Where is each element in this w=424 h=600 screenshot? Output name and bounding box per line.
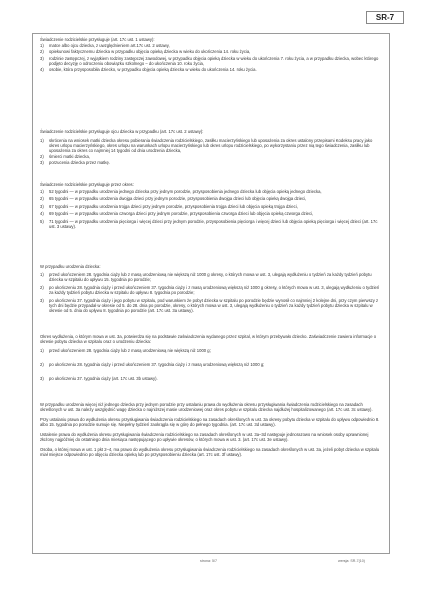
list-item: 1) przed ukończeniem 28. tygodnia ciąży lub z masą urodzeniową nie większą niż 1000 g; — [40, 348, 211, 353]
section-intro: Świadczenie rodzicielskie przysługuje ojcu dziecka w przypadku (art. 17c ust. 2 ustawy): — [40, 129, 204, 134]
list-item: 1) skrócenia na wniosek matki dziecka okresu pobierania świadczenia rodzicielskiego, zasiłku macierzyńskiego lub uposażenia za okres ustalony przepisami Kodeksu pracy jako okres urlopu macierzyńskiego, okres urlopu na warunkach urlopu macierzyńskiego lub okres urlopu rodzicielskiego, po wykorzystaniu przez nią tego świadczenia, zasiłku lub uposażenia za okres co najmniej 14 tygodni od dnia urodzenia dziecka, — [40, 138, 373, 153]
list-item: 2) po ukończeniu 28. tygodnia ciąży i przed ukończeniem 37. tygodnia ciąży i z masą urodzeniową większą niż 1000 g; — [40, 362, 265, 367]
section-eligibility — [40, 37, 382, 73]
paragraph: W przypadku urodzenia więcej niż jednego dziecka przy jednym porodzie przy ustalaniu prawa do wydłużenia okresu przysługiwania świadczenia rodzicielskiego na zasadach określonych w ust. 3a należy uwzględnić wagę dziecka o najniższej masie urodzeniowej oraz okres pobytu w szpitalu dziecka najdłużej hospitalizowanego (art. 17c ust. 3c ustawy). — [40, 402, 373, 412]
list-item: 3) po ukończeniu 37. tygodnia ciąży (art. 17c ust. 3b ustawy). — [40, 376, 158, 381]
section-closing — [40, 402, 382, 462]
list-item: 1) matce albo ojcu dziecka, z uwzględnieniem art.17c ust. 2 ustawy, — [40, 43, 170, 49]
list-item: 2) po ukończeniu 28. tygodnia ciąży i przed ukończeniem 37. tygodnia ciąży i z masą urodzeniową większą niż 1000 g okresy, o których mowa w ust. 3, ulegają wydłużeniu o tydzień za każdy tydzień pobytu dziecka w szpitalu do upływu 8. tygodnia po porodzie; — [40, 285, 380, 295]
list-item: 3) po ukończeniu 37. tygodnia ciąży i jego pobytu w szpitalu, pod warunkiem że pobyt dziecka w szpitalu po porodzie będzie wynosił co najmniej 2 kolejne dni, przy czym pierwszy z tych dni będzie przypadał w okresie od 5. do 28. dnia po porodzie, okresy, o których mowa w ust. 3, ulegają wydłużeniu o tydzień za każdy tydzień pobytu dziecka w szpitalu w okresie od 5. dnia do upływu 8. tygodnia po porodzie (art. 17c ust. 3a ustawy). — [40, 298, 379, 313]
list-item: 3) 67 tygodni — w przypadku urodzenia trojga dzieci przy jednym porodzie, przysposobienia trojga dzieci lub objęcia opieką trojga dzieci, — [40, 203, 298, 209]
paragraph: Osoba, o której mowa w ust. 1 pkt 2–4, ma prawo do wydłużenia okresu przysługiwania świadczenia rodzicielskiego na zasadach określonych w ust. 3a, jeżeli pobyt dziecka w szpitalu miał miejsce odpowiednio po objęciu dziecka opieką lub po przysposobieniu dziecka (art. 17c ust. 3f ustawy). — [40, 447, 380, 457]
section-benefit-period — [40, 182, 382, 231]
paragraph: Przy ustalaniu prawa do wydłużenia okresu przysługiwania świadczenia rodzicielskiego na zasadach określonych w ust. 3a okresy pobytu dziecka w szpitalu do upływu odpowiednio 8. albo 15. tygodnia po porodzie sumuje się. Niepełny tydzień zaokrągla się w górę do pełnego tygodnia. (art. 17c ust. 3d ustawy). — [40, 417, 380, 427]
content-frame — [32, 33, 390, 554]
list-item: 1) przed ukończeniem 28. tygodnia ciąży lub z masą urodzeniową nie większą niż 1000 g okresy, o których mowa w ust. 3, ulegają wydłużeniu o tydzień za każdy tydzień pobytu dziecka w szpitalu do upływu 15. tygodnia po porodzie; — [40, 272, 372, 282]
list-item: 2) śmierci matki dziecka, — [40, 154, 90, 160]
section-father-eligibility — [40, 129, 382, 167]
list-item: 3) rodzinie zastępczej, z wyjątkiem rodziny zastępczej zawodowej, w przypadku objęcia opieką dziecka w wieku do ukończenia 7. roku życia, a w przypadku dziecka, wobec którego podjęto decyzję o odroczeniu obowiązku szkolnego – do ukończenia 10. roku życia, — [40, 55, 379, 66]
list-item: 4) 69 tygodni — w przypadku urodzenia czworga dzieci przy jednym porodzie, przysposobienia czworga dzieci lub objęcia opieką czworga dzieci, — [40, 211, 314, 217]
section-birth-extension — [40, 264, 382, 316]
list-item: 2) opiekunowi faktycznemu dziecka w przypadku objęcia opieką dziecka w wieku do ukończenia 14. roku życia, — [40, 49, 251, 55]
list-item: 4) osobie, która przysposobiła dziecko, w przypadku objęcia opieką dziecka w wieku do ukończenia 14. roku życia. — [40, 66, 257, 72]
list-item: 3) porzucenia dziecka przez matkę. — [40, 160, 110, 166]
paragraph: Ustalenie prawa do wydłużenia okresu przysługiwania świadczenia rodzicielskiego na zasadach określonych w ust. 3a–3d następuje jednorazowo na wniosek osoby uprawnionej złożony najpóźniej do ostatniego dnia miesiąca następującego po upływie okresów, o których mowa w ust. 3. (art. 17c ust. 3e ustawy). — [40, 432, 369, 442]
section-hospital-certificate — [40, 334, 382, 384]
page-number: strona: 5/7 — [200, 559, 217, 563]
section-intro: Świadczenie rodzicielskie przysługuje (art. 17c ust. 1 ustawy): — [40, 37, 155, 42]
form-code-badge: SR-7 — [366, 11, 404, 24]
section-intro: Świadczenie rodzicielskie przysługuje przez okres: — [40, 182, 134, 187]
section-intro: Okres wydłużenia, o którym mowa w ust. 3a, potwierdza się na podstawie zaświadczenia wydanego przez szpital, w którym przebywało dziecko. Zaświadczenie zawiera informacje o okresie pobytu dziecka w szpitalu oraz o urodzeniu dziecka: — [40, 334, 377, 344]
list-item: 1) 52 tygodni — w przypadku urodzenia jednego dziecka przy jednym porodzie, przysposobienia jednego dziecka lub objęcia opieką jednego dziecka, — [40, 189, 322, 194]
section-intro: W przypadku urodzenia dziecka: — [40, 264, 101, 269]
form-version: wersja: SR-7(10) — [338, 559, 365, 563]
list-item: 5) 71 tygodni — w przypadku urodzenia pięciorga i więcej dzieci przy jednym porodzie, przysposobienia pięciorga i więcej dzieci lub objęcia opieką pięciorga i więcej dzieci (art. 17c ust. 3 ustawy). — [40, 218, 378, 229]
list-item: 2) 65 tygodni — w przypadku urodzenia dwojga dzieci przy jednym porodzie, przysposobienia dwojga dzieci lub objęcia opieką dwojga dzieci, — [40, 196, 307, 202]
